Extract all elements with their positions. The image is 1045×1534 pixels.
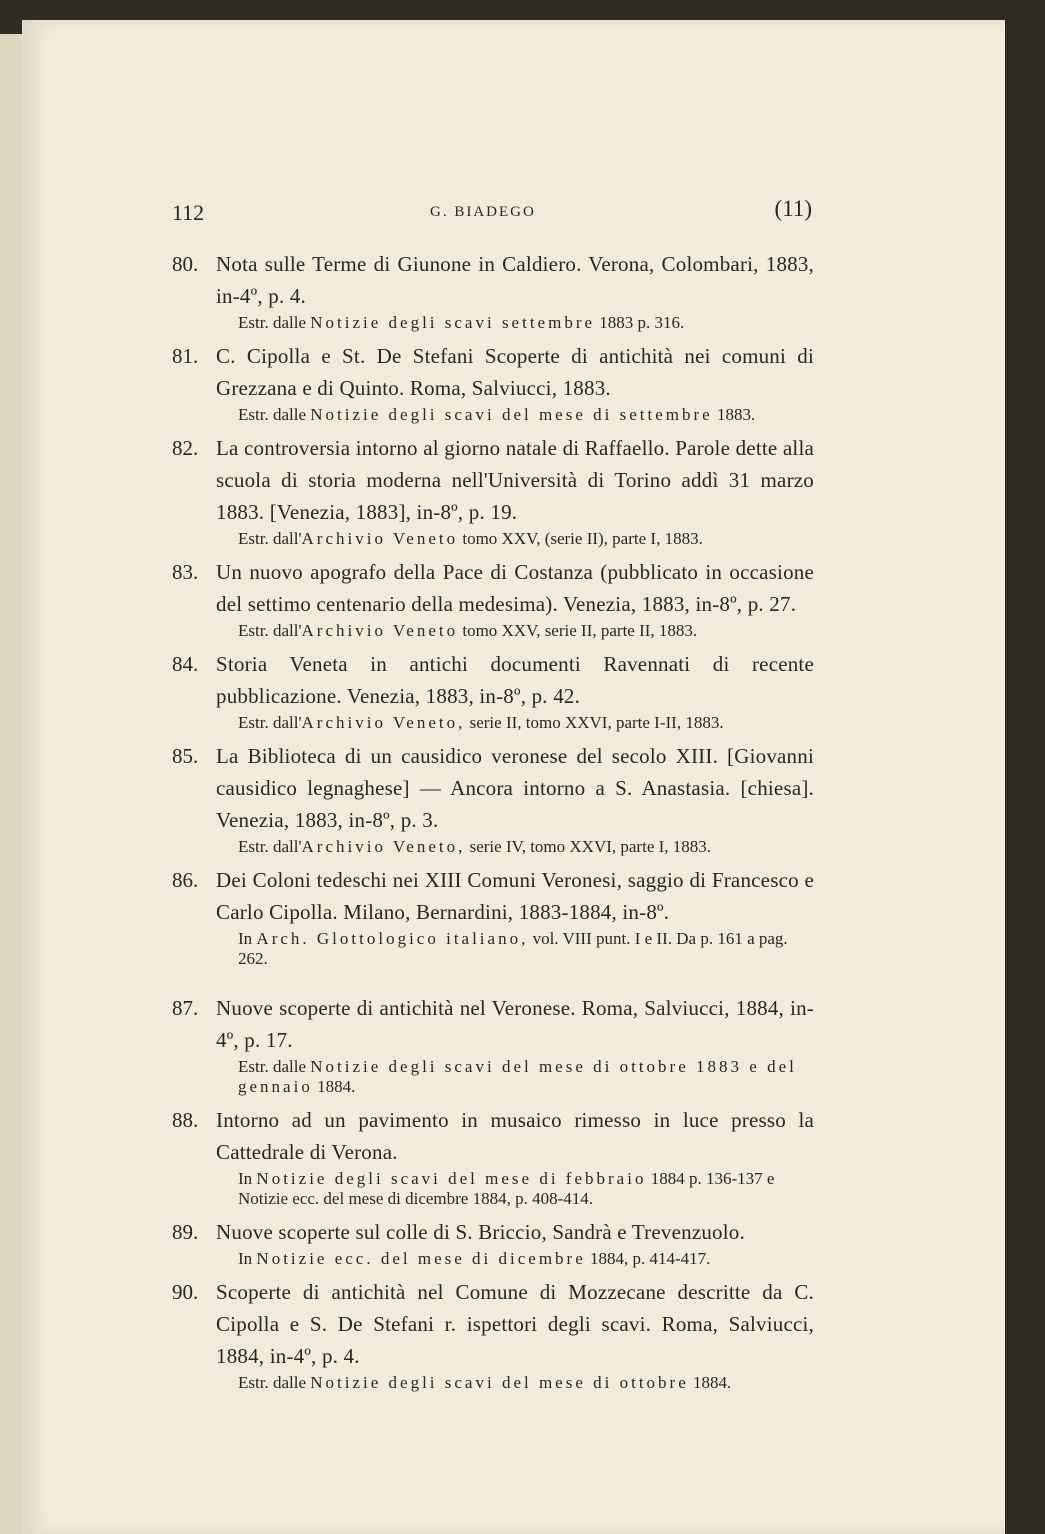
note-prefix: Estr. dall' xyxy=(238,621,302,640)
entry-text: Nota sulle Terme di Giunone in Caldiero. Verona, Colombari, 1883, in-4º, p. 4. xyxy=(216,252,814,308)
bibliography-entry xyxy=(172,340,814,425)
note-prefix: In xyxy=(238,1169,257,1188)
entry-text: Storia Veneta in antichi documenti Ravennati di recente pubblicazione. Venezia, 1883, in-8º, p. 42. xyxy=(216,652,814,708)
bibliography-list xyxy=(172,248,814,1400)
note-italic: Archivio Veneto xyxy=(301,529,459,548)
entry-number: 85. xyxy=(172,744,199,768)
entry-note xyxy=(216,929,814,969)
entry-note xyxy=(216,313,814,333)
note-italic: Notizie ecc. del mese di dicembre xyxy=(256,1249,586,1268)
entry-note xyxy=(216,1169,814,1209)
entry-gap xyxy=(172,976,814,992)
entry-note xyxy=(216,713,814,733)
note-suffix: serie IV, tomo XXVI, parte I, 1883. xyxy=(465,837,712,856)
entry-number: 88. xyxy=(172,1108,199,1132)
note-suffix: tomo XXV, serie II, parte II, 1883. xyxy=(458,621,698,640)
entry-number: 84. xyxy=(172,652,199,676)
bibliography-entry xyxy=(172,248,814,333)
entry-note xyxy=(216,1373,814,1393)
entry-note xyxy=(216,837,814,857)
note-prefix: In xyxy=(238,1249,257,1268)
entry-text: Nuove scoperte di antichità nel Veronese. Roma, Salviucci, 1884, in-4º, p. 17. xyxy=(216,996,814,1052)
running-author: G. BIADEGO xyxy=(430,204,536,220)
bibliography-entry xyxy=(172,740,814,857)
entry-note xyxy=(216,405,814,425)
section-number: (11) xyxy=(774,196,812,221)
bibliography-entry xyxy=(172,992,814,1097)
note-suffix: 1883 p. 316. xyxy=(595,313,685,332)
running-header xyxy=(172,192,812,232)
note-prefix: Estr. dalle xyxy=(238,1057,311,1076)
note-prefix: Estr. dall' xyxy=(238,529,302,548)
bibliography-entry xyxy=(172,1104,814,1209)
entry-text: Nuove scoperte sul colle di S. Briccio, Sandrà e Trevenzuolo. xyxy=(216,1220,745,1244)
entry-number: 80. xyxy=(172,252,199,276)
note-prefix: Estr. dalle xyxy=(238,1373,311,1392)
note-italic: Notizie degli scavi del mese di febbraio xyxy=(256,1169,647,1188)
note-suffix: vol. VIII punt. I e II. Da p. 161 a pag. 262. xyxy=(238,929,788,968)
page-number: 112 xyxy=(172,200,205,225)
note-italic: Archivio Veneto, xyxy=(301,837,466,856)
bibliography-entry xyxy=(172,432,814,549)
entry-note xyxy=(216,621,814,641)
note-italic: Arch. Glottologico italiano, xyxy=(256,929,529,948)
bibliography-entry xyxy=(172,1276,814,1393)
bibliography-entry xyxy=(172,864,814,969)
entry-text: C. Cipolla e St. De Stefani Scoperte di antichità nei comuni di Grezzana e di Quinto. Roma, Salviucci, 1883. xyxy=(216,344,814,400)
entry-note xyxy=(216,1057,814,1097)
note-italic: Archivio Veneto xyxy=(301,621,459,640)
note-italic: Notizie degli scavi settembre xyxy=(310,313,596,332)
note-prefix: Estr. dall' xyxy=(238,713,302,732)
entry-number: 90. xyxy=(172,1280,199,1304)
note-italic: Notizie degli scavi del mese di settembre xyxy=(310,405,713,424)
note-suffix: 1883. xyxy=(712,405,756,424)
note-prefix: In xyxy=(238,929,257,948)
note-suffix: 1884, p. 414-417. xyxy=(585,1249,711,1268)
entry-number: 86. xyxy=(172,868,199,892)
note-suffix: 1884. xyxy=(312,1077,356,1096)
note-prefix: Estr. dalle xyxy=(238,405,311,424)
note-italic: Notizie degli scavi del mese di ottobre xyxy=(310,1373,689,1392)
entry-note xyxy=(216,1249,814,1269)
note-suffix: serie II, tomo XXVI, parte I-II, 1883. xyxy=(465,713,724,732)
entry-text: Un nuovo apografo della Pace di Costanza (pubblicato in occasione del settimo centenario della medesima). Venezia, 1883, in-8º, p. 27. xyxy=(216,560,814,616)
note-suffix: 1884 p. 136-137 e Notizie ecc. del mese di dicembre 1884, p. 408-414. xyxy=(238,1169,775,1208)
note-suffix: tomo XXV, (serie II), parte I, 1883. xyxy=(458,529,703,548)
bibliography-entry xyxy=(172,648,814,733)
entry-number: 81. xyxy=(172,344,199,368)
note-italic: Notizie degli scavi del mese di ottobre 1883 e del gennaio xyxy=(238,1057,797,1096)
entry-text: Intorno ad un pavimento in musaico rimesso in luce presso la Cattedrale di Verona. xyxy=(216,1108,814,1164)
entry-number: 89. xyxy=(172,1220,199,1244)
entry-text: Dei Coloni tedeschi nei XIII Comuni Veronesi, saggio di Francesco e Carlo Cipolla. Milano, Bernardini, 1883-1884, in-8º. xyxy=(216,868,814,924)
entry-note xyxy=(216,529,814,549)
note-prefix: Estr. dall' xyxy=(238,837,302,856)
entry-number: 87. xyxy=(172,996,199,1020)
bibliography-entry xyxy=(172,1216,814,1269)
note-suffix: 1884. xyxy=(688,1373,732,1392)
entry-text: Scoperte di antichità nel Comune di Mozzecane descritte da C. Cipolla e S. De Stefani r. ispettori degli scavi. Roma, Salviucci, 1884, in-4º, p. 4. xyxy=(216,1280,814,1368)
note-italic: Archivio Veneto, xyxy=(301,713,466,732)
entry-number: 82. xyxy=(172,436,199,460)
entry-number: 83. xyxy=(172,560,199,584)
note-prefix: Estr. dalle xyxy=(238,313,311,332)
entry-text: La controversia intorno al giorno natale di Raffaello. Parole dette alla scuola di storia moderna nell'Università di Torino addì 31 marzo 1883. [Venezia, 1883], in-8º, p. 19. xyxy=(216,436,814,524)
bibliography-entry xyxy=(172,556,814,641)
entry-text: La Biblioteca di un causidico veronese del secolo XIII. [Giovanni causidico legnaghese] — Ancora intorno a S. Anastasia. [chiesa]. Venezia, 1883, in-8º, p. 3. xyxy=(216,744,814,832)
